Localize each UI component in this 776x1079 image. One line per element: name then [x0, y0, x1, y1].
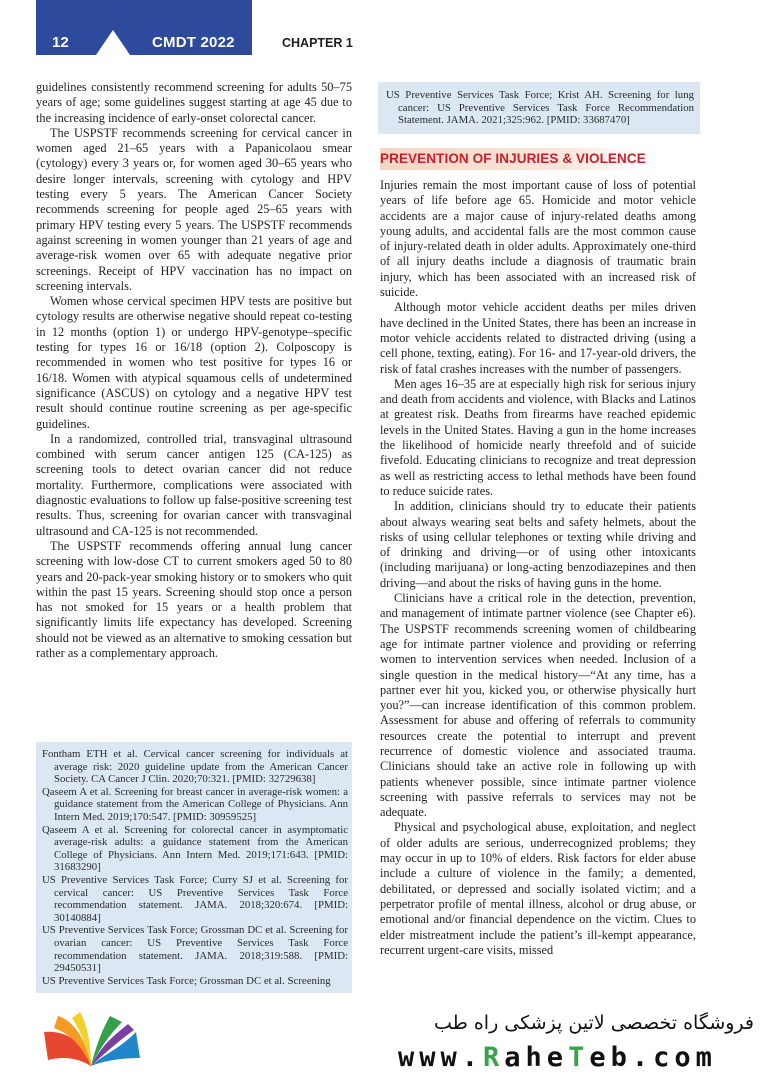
reference-item: US Preventive Services Task Force; Krist AH. Screening for lung cancer: US Preventive Services Task Force Recommendation Statement. JAMA. 2021;325:962. [PMID: 33687470] — [386, 89, 694, 127]
section-heading-text: PREVENTION OF INJURIES & VIOLENCE — [380, 151, 646, 166]
book-title: CMDT 2022 — [152, 34, 235, 51]
reference-item: US Preventive Services Task Force; Grossman DC et al. Screening — [42, 974, 331, 987]
url-middle: ahe — [504, 1042, 569, 1073]
paragraph: In addition, clinicians should try to educate their patients about always wearing seat belts and safety helmets, about the risks of using cellular telephones or texting while driving and of drinking and driving—or of using other intoxicants (including marijuana) or long-acting benzodiazepines and then driving—and about the risks of having guns in the home. — [380, 499, 696, 590]
section-heading — [380, 148, 700, 170]
shop-url — [398, 1042, 717, 1073]
paragraph: Physical and psychological abuse, exploitation, and neglect of older adults are serious, underrecognized problems; they may occur in up to 10% of elders. Risk factors for elder abuse include a culture of violence in the family; a demented, debilitated, or depressed and socially isolated victim; and a perpetrator profile of mental illness, alcohol or drug abuse, or emotional and/or financial dependence on the victim. Clues to elder mistreatment include the patient’s ill-kempt appearance, recurrent urgent-care visits, missed — [380, 820, 696, 957]
paragraph: Clinicians have a critical role in the detection, prevention, and management of intimate partner violence (see Chapter e6). The USPSTF recommends screening women of childbearing age for intimate partner violence and providing or referring women to intervention services when needed. Inclusion of a single question in the medical history—“At any time, has a partner ever hit you, kicked you, or otherwise physically hurt you?”—can increase identification of this common problem. Assessment for abuse and offering of referrals to community resources create the potential to interrupt and prevent recurrence of domestic violence and associated trauma. Clinicians should take an active role in following up with patients whenever possible, since intimate partner violence screening with passive referrals to services may not be adequate. — [380, 591, 696, 820]
right-column — [380, 178, 696, 958]
paragraph: The USPSTF recommends offering annual lung cancer screening with low-dose CT to current smokers aged 50 to 80 years and 20-pack-year smoking history or to smokers who quit within the past 15 years. Screening should stop once a person has not smoked for 15 years or a health problem that significantly limits life expectancy has developed. Screening should not be viewed as an alternative to smoking cessation but rather as a complementary approach. — [36, 538, 352, 660]
header-notch — [96, 30, 130, 55]
url-suffix: eb.com — [589, 1042, 717, 1073]
reference-box — [36, 742, 352, 993]
shop-name: فروشگاه تخصصی لاتین پزشکی راه طب — [434, 1012, 754, 1034]
paragraph: Injuries remain the most important cause of loss of potential years of life before age 65. Homicide and motor vehicle accidents are a major cause of injury-related deaths among young adults, and accidental falls are the most common cause of injury-related death in older adults. Approximately one-third of all injury deaths include a diagnosis of traumatic brain injury, which has been associated with an increased risk of suicide. — [380, 178, 696, 300]
url-prefix: www. — [398, 1042, 484, 1073]
paragraph: In a randomized, controlled trial, transvaginal ultrasound combined with serum cancer antigen 125 (CA-125) as screening tools to detect ovarian cancer did not reduce mortality. Furthermore, complications were associated with diagnostic evaluations to follow up false-positive screening test results. Thus, screening for ovarian cancer with transvaginal ultrasound and CA-125 is not recommended. — [36, 431, 352, 538]
paragraph: guidelines consistently recommend screening for adults 50–75 years of age; some guidelines suggest starting at age 45 due to the increasing incidence of early-onset colorectal cancer. — [36, 80, 352, 125]
reference-item: Qaseem A et al. Screening for colorectal cancer in asymptomatic average-risk adults: a guidance statement from the American College of Physicians. Ann Intern Med. 2019;171:643. [PMID: 31683290] — [42, 823, 348, 874]
paragraph: Although motor vehicle accident deaths per miles driven have declined in the United States, there has been an increase in motor vehicle accidents related to distracted driving (using a cell phone, texting, eating). For 16- and 17-year-old drivers, the risk of fatal crashes increases with the number of passengers. — [380, 300, 697, 376]
reference-item: US Preventive Services Task Force; Curry SJ et al. Screening for cervical cancer: US Preventive Services Task Force recommendation statement. JAMA. 2018;320:674. [PMID: 30140884] — [42, 873, 348, 924]
paragraph: The USPSTF recommends screening for cervical cancer in women aged 21–65 years with a Papanicolaou smear (cytology) every 3 years or, for women aged 30–65 years who desire longer intervals, screening with cytology and HPV testing every 5 years. The American Cancer Society recommends screening for people aged 25–65 years with primary HPV testing every 5 years. The USPSTF recommends against screening in women younger than 21 years of age and average-risk women over 65 with adequate negative prior screenings. Receipt of HPV vaccination has no impact on screening intervals. — [36, 125, 352, 293]
paragraph: Men ages 16–35 are at especially high risk for serious injury and death from accidents and violence, with Blacks and Latinos at greatest risk. Deaths from firearms have reached epidemic levels in the United States. Having a gun in the home increases the likelihood of homicide nearly threefold and of suicide fivefold. Educating clinicians to recognize and treat depression as well as restricting access to lethal methods have been found to reduce suicide rates. — [380, 376, 696, 498]
reference-box-top — [378, 82, 700, 134]
page-number: 12 — [52, 34, 69, 51]
chapter-label: CHAPTER 1 — [282, 36, 353, 50]
url-accent: T — [568, 1042, 590, 1073]
reference-item: US Preventive Services Task Force; Grossman DC et al. Screening for ovarian cancer: US Preventive Services Task Force recommendation statement. JAMA. 2018;319:588. [PMID: 29450531] — [42, 924, 348, 975]
paragraph: Women whose cervical specimen HPV tests are positive but cytology results are otherwise negative should repeat co-testing in 12 months (option 1) or undergo HPV-genotype–specific testing for types 16 or 16/18 (option 2). Colposcopy is recommended in women who test positive for types 16 or 16/18. Women with atypical squamous cells of undetermined significance (ASCUS) on cytology and a negative HPV test result should continue routine screening as per age-specific guidelines. — [36, 294, 352, 431]
url-accent: R — [483, 1042, 505, 1073]
reference-item: Fontham ETH et al. Cervical cancer screening for individuals at average risk: 2020 guideline update from the American Cancer Society. CA Cancer J Clin. 2020;70:321. [PMID: 32729638] — [42, 748, 348, 786]
left-column — [36, 80, 352, 661]
reference-item: Qaseem A et al. Screening for breast cancer in average-risk women: a guidance statement from the American College of Physicians. Ann Intern Med. 2019;170:547. [PMID: 30959525] — [42, 785, 348, 823]
book-logo-icon — [36, 1010, 146, 1070]
